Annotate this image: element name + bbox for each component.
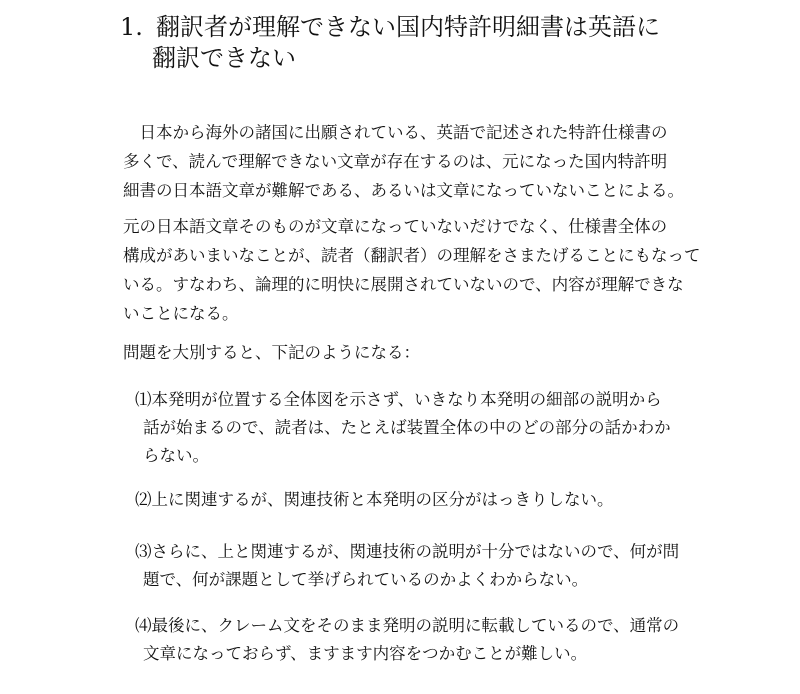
text-line: ⑷最後に、クレーム文をそのまま発明の説明に転載しているので、通常の bbox=[135, 616, 680, 635]
text-line: 元の日本語文章そのものが文章になっていないだけでなく、仕様書全体の bbox=[123, 217, 668, 236]
text-line: 文章になっておらず、ますます内容をつかむことが難しい。 bbox=[143, 644, 588, 663]
problem-item-4 bbox=[135, 612, 695, 668]
section-number: 1. bbox=[120, 13, 143, 41]
text-line: ⑴本発明が位置する全体図を示さず、いきなり本発明の細部の説明から bbox=[135, 390, 662, 409]
text-line: 題で、何が課題として挙げられているのかよくわからない。 bbox=[143, 570, 589, 589]
text-line: 問題を大別すると、下記のようになる： bbox=[123, 343, 420, 362]
section-title-line-1: 翻訳者が理解できない国内特許明細書は英語に bbox=[156, 13, 660, 41]
section-heading bbox=[120, 12, 720, 74]
problem-item-2 bbox=[135, 486, 695, 514]
text-line: いる。すなわち、論理的に明快に展開されていないので、内容が理解できな bbox=[123, 275, 684, 294]
text-line: ⑵上に関連するが、関連技術と本発明の区分がはっきりしない。 bbox=[135, 490, 614, 509]
text-line: らない。 bbox=[143, 446, 209, 465]
problem-item-1 bbox=[135, 386, 695, 470]
paragraph-summary bbox=[123, 338, 703, 367]
text-line: いことになる。 bbox=[123, 304, 239, 323]
text-line: ⑶さらに、上と関連するが、関連技術の説明が十分ではないので、何が問 bbox=[135, 542, 680, 561]
text-line: 話が始まるので、読者は、たとえば装置全体の中のどの部分の話かわか bbox=[143, 418, 671, 437]
text-line: 多くで、読んで理解できない文章が存在するのは、元になった国内特許明 bbox=[123, 152, 668, 171]
paragraph-intro bbox=[123, 118, 703, 205]
paragraph-structure bbox=[123, 212, 703, 328]
problem-item-3 bbox=[135, 538, 695, 594]
text-line: 細書の日本語文章が難解である、あるいは文章になっていないことによる。 bbox=[123, 181, 684, 200]
text-line: 日本から海外の諸国に出願されている、英語で記述された特許仕様書の bbox=[123, 123, 668, 142]
section-title-line-2: 翻訳できない bbox=[152, 44, 296, 72]
text-line: 構成があいまいなことが、読者（翻訳者）の理解をさまたげることにもなって bbox=[123, 246, 701, 265]
